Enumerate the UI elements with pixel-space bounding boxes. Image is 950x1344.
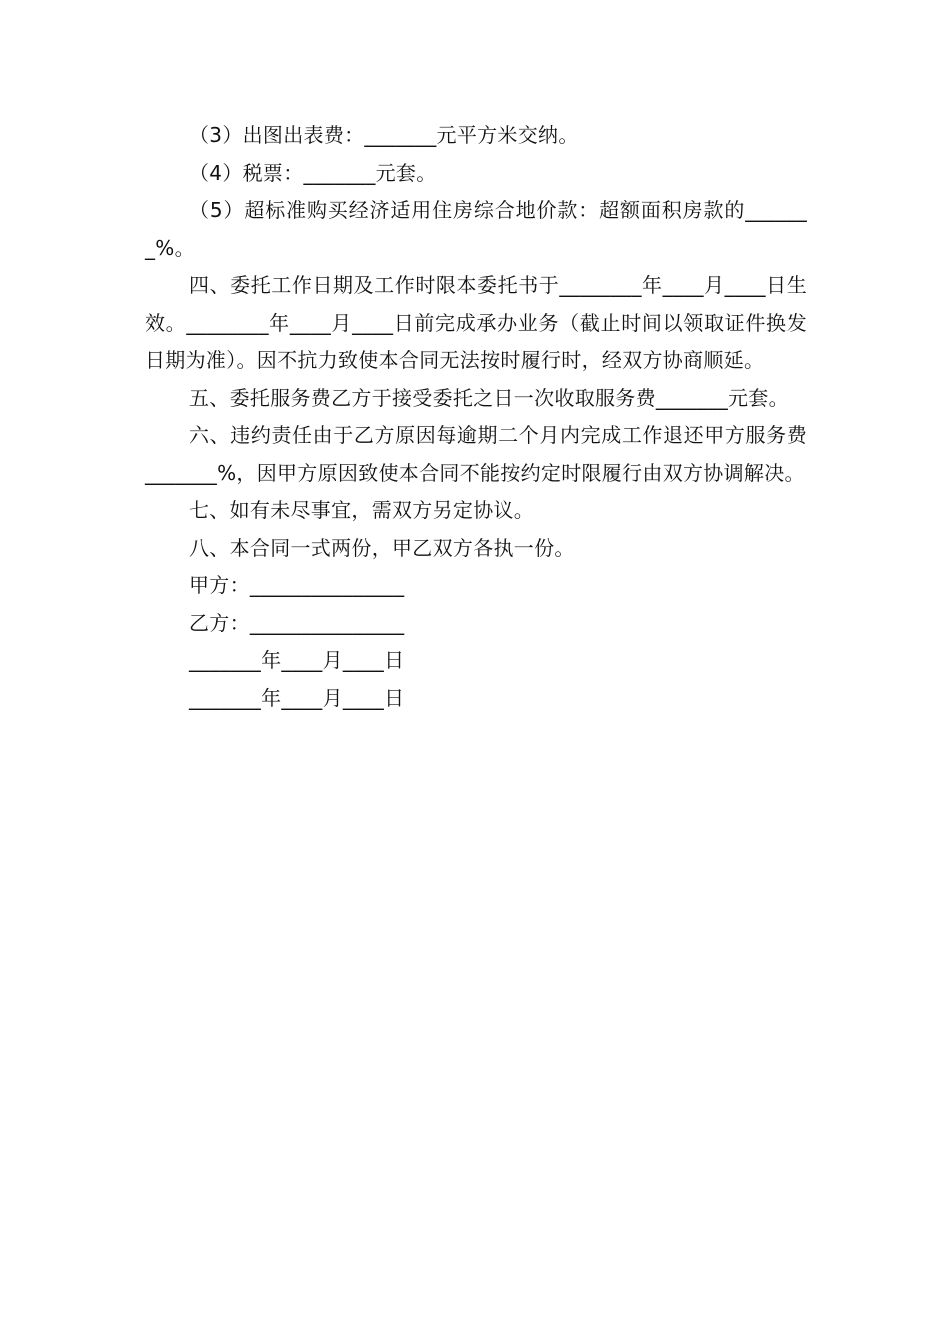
party-a-signature: 甲方：_______________ xyxy=(189,573,405,597)
document-body xyxy=(145,117,807,717)
section-6-liability: 六、违约责任由于乙方原因每逾期二个月内完成工作退还甲方服务费_______%，因甲方原因致使本合同不能按约定时限履行由双方协调解决。 xyxy=(145,423,807,485)
signing-date-1: _______年____月____日 xyxy=(189,648,405,672)
section-5-service-fee: 五、委托服务费乙方于接受委托之日一次收取服务费_______元套。 xyxy=(189,385,789,410)
signing-date-2: _______年____月____日 xyxy=(189,685,405,710)
clause-3-fee: （3）出图出表费：_______元平方米交纳。 xyxy=(189,123,579,147)
section-7-other: 七、如有未尽事宜，需双方另定协议。 xyxy=(189,498,535,522)
party-b-signature: 乙方：_______________ xyxy=(189,610,405,635)
section-4-dates: 四、委托工作日期及工作时限本委托书于________年____月____日生效。________年____月____日前完成承办业务（截止时间以领取证件换发日期为准）。因不抗力致使本合同无法按时履行时，经双方协商顺延。 xyxy=(145,273,807,372)
clause-4-tax: （4）税票：_______元套。 xyxy=(189,160,437,185)
section-8-copies: 八、本合同一式两份，甲乙双方各执一份。 xyxy=(189,535,575,560)
clause-5-land-price: （5）超标准购买经济适用住房综合地价款：超额面积房款的_______%。 xyxy=(145,198,807,260)
